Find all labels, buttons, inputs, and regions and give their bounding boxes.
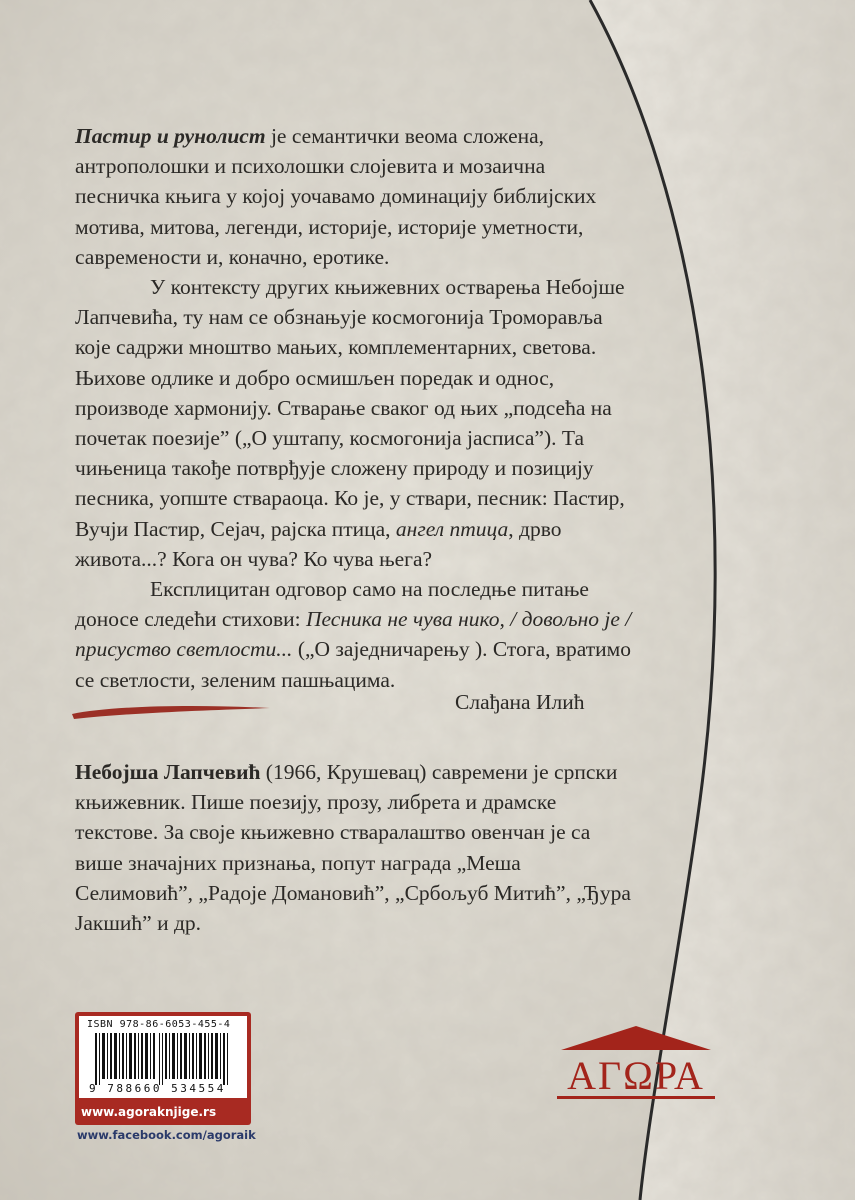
author-name: Небојша Лапчевић: [75, 760, 261, 784]
isbn-barcode-box: [75, 1012, 251, 1125]
agora-logo: [553, 1022, 719, 1100]
review-paragraph-2: У контексту других књижевних остварења Небојше Лапчевића, ту нам се обзнањује космогонија Троморавља које садржи мноштво мањих, комплементарних, светова. Њихове одлике и добро осмишљен поредак и однос, производе хармонију. Стварање сваког од њих „подсећа на почетак поезије” („О уштапу, космогонија јасписа”). Та чињеница такође потврђује сложену природу и позицију песника, уопште ствараоца. Ко је, у ствари, песник: Пастир, Вучји Пастир, Сејач, рајска птица, ангел птица, дрво живота...? Кога он чува? Ко чува њега?: [75, 275, 625, 571]
review-text: [75, 121, 635, 695]
isbn-label: ISBN 978-86-6053-455-4: [87, 1019, 231, 1030]
barcode-digits: 9 788660 534554: [89, 1082, 226, 1095]
logo-text: АГΩРА: [567, 1053, 705, 1098]
barcode-panel: [79, 1016, 247, 1098]
review-paragraph-1: Пастир и рунолист је семантички веома сложена, антрополошки и психолошки слојевита и мозаична песничка књига у којој уочавамо доминацију библијских мотива, митова, легенди, историје, историје уметности, савремености и, коначно, еротике.: [75, 124, 597, 269]
facebook-link[interactable]: www.facebook.com/agoraik: [77, 1128, 256, 1142]
book-title: Пастир и рунолист: [75, 124, 266, 148]
brush-divider: [70, 700, 275, 722]
author-bio: Небојша Лапчевић (1966, Крушевац) савремени је српски књижевник. Пише поезију, прозу, либрета и драмске текстове. За своје књижевно стваралаштво овенчан је са више значајних признања, попут награда „Меша Селимовић”, „Радоје Домановић”, „Србољуб Митић”, „Ђура Јакшић” и др.: [75, 760, 631, 936]
website-link[interactable]: www.agoraknjige.rs: [81, 1105, 217, 1119]
review-signature: Слађана Илић: [455, 690, 585, 714]
review-paragraph-3: Експлицитан одговор само на последње питање доносе следећи стихови: Песника не чува нико, / довољно је / присуство светлости... („О заједничарењу ). Стога, вратимо се светлости, зеленим пашњацима.: [75, 577, 632, 692]
